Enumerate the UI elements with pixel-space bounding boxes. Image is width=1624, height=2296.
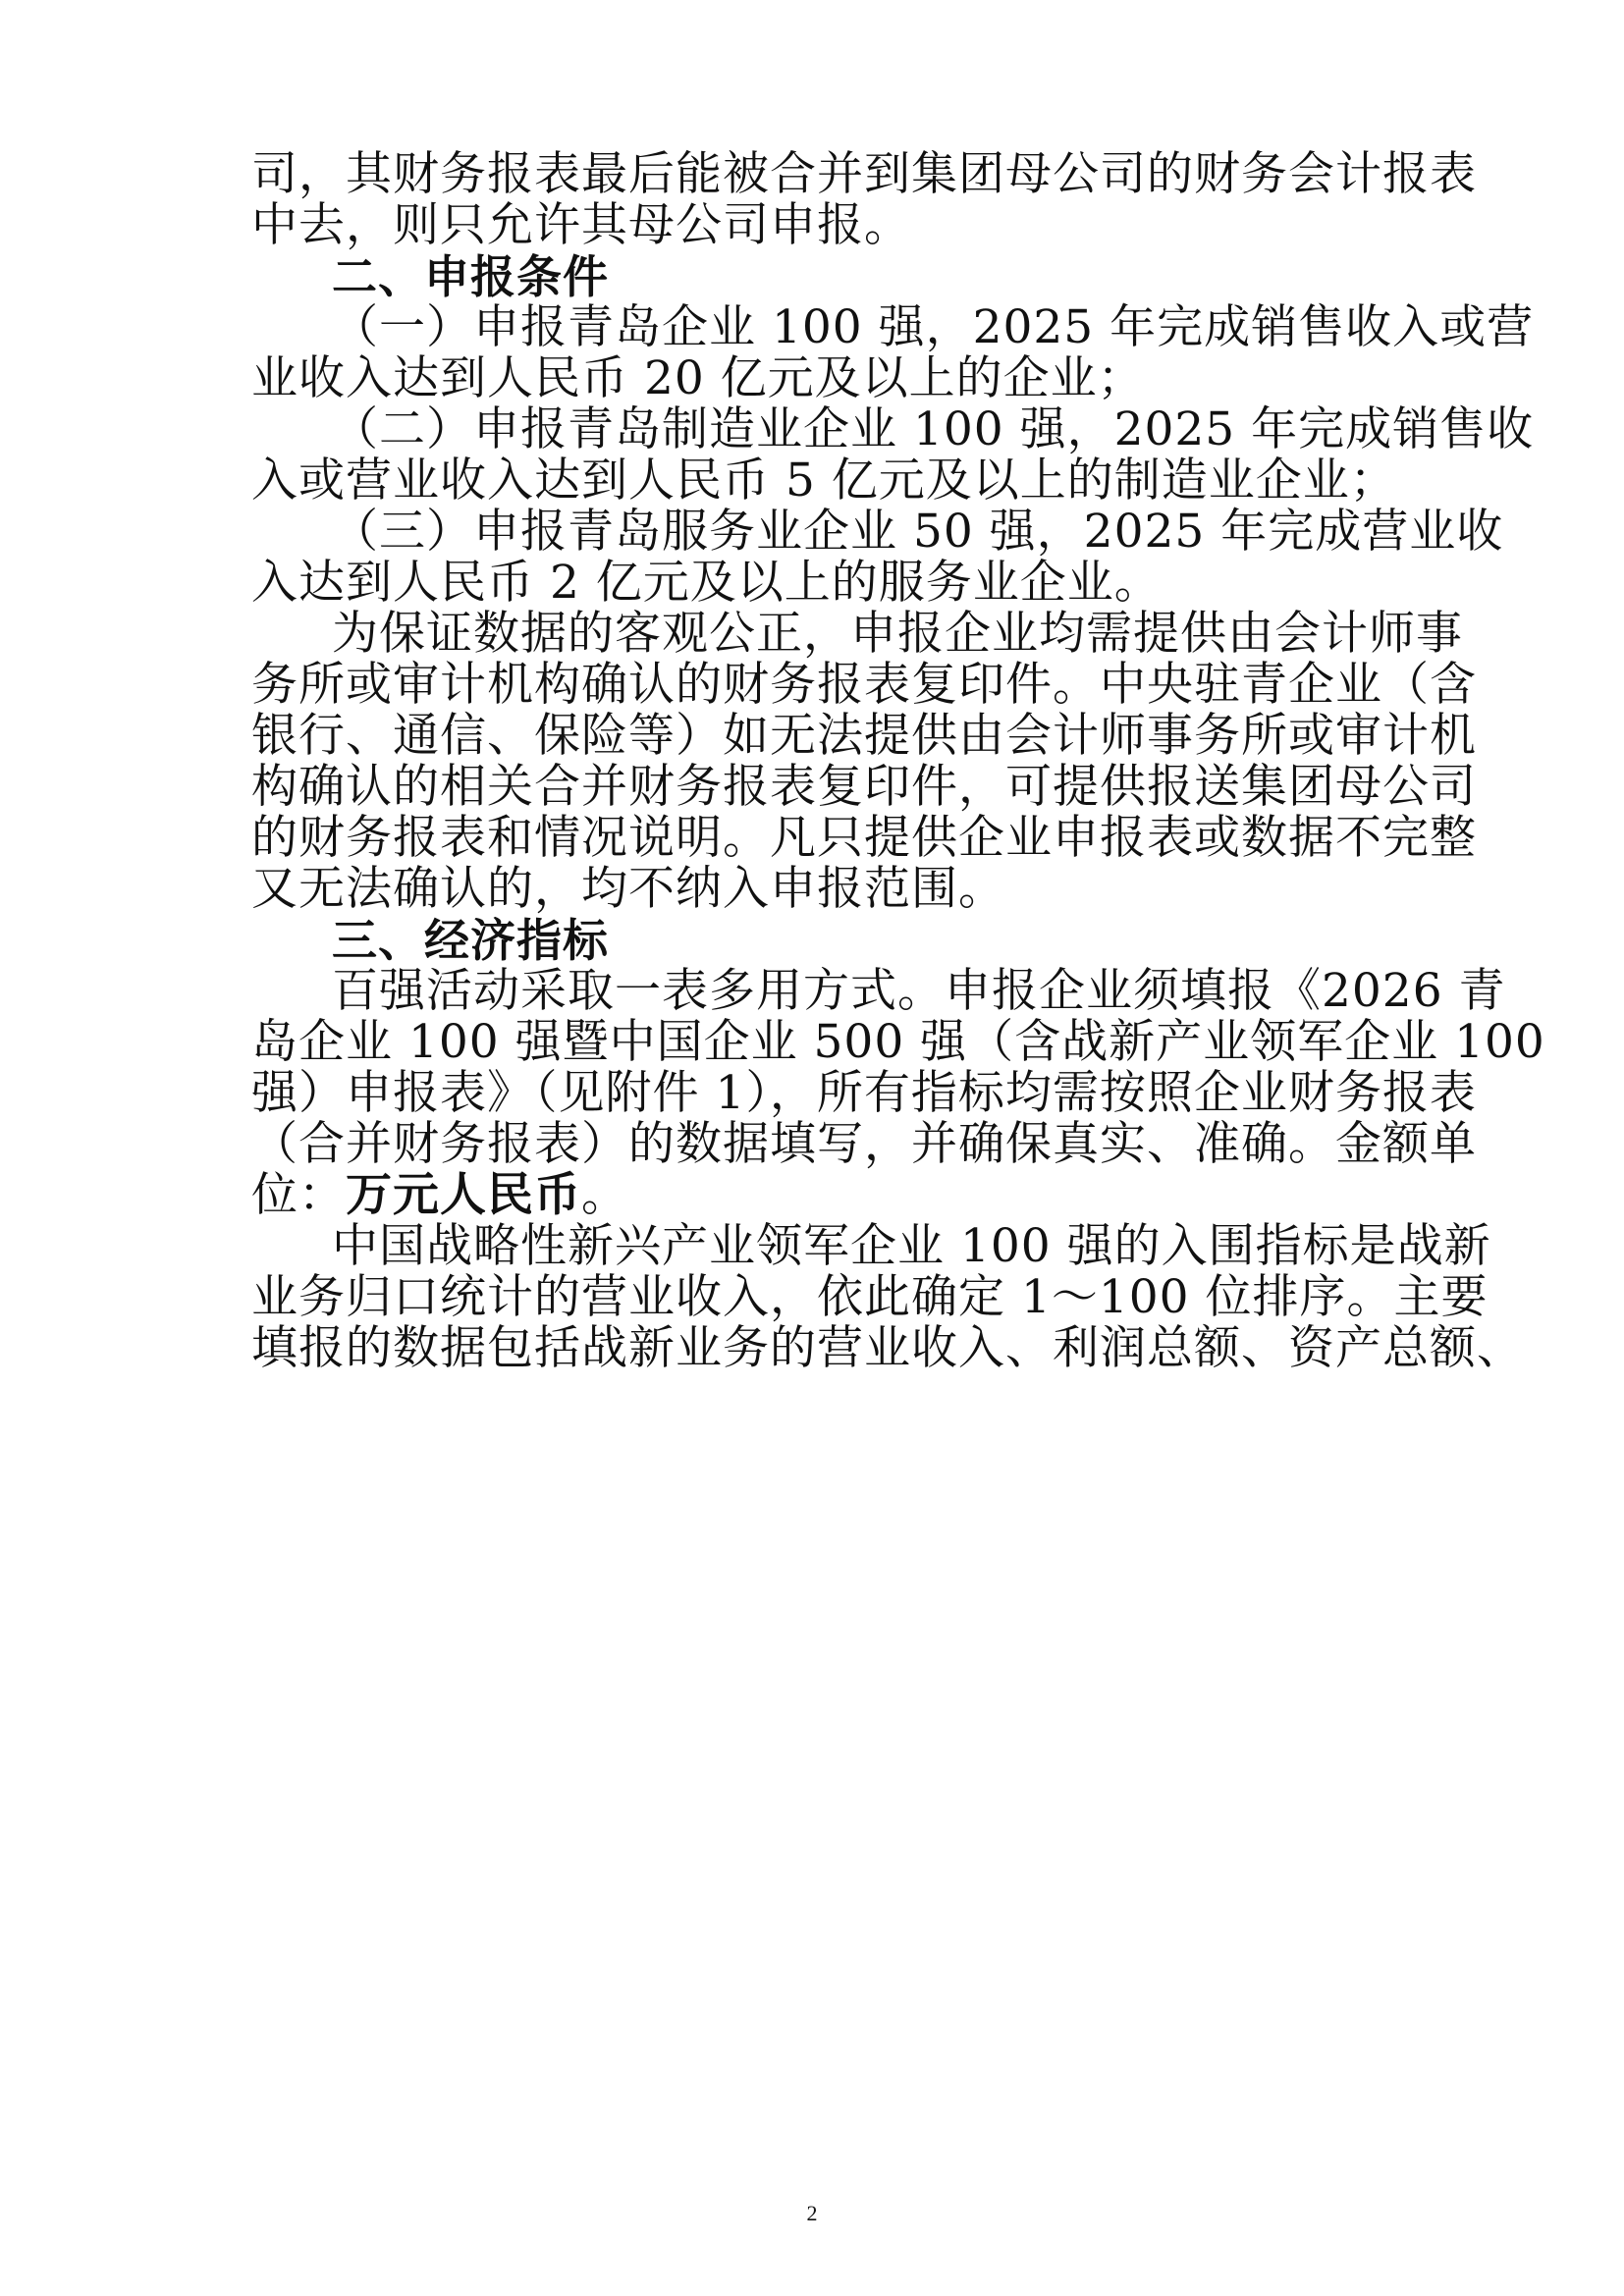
body-text-line: 入或营业收入达到人民币 5 亿元及以上的制造业企业；: [251, 454, 1397, 507]
body-text-line: 构确认的相关合并财务报表复印件，可提供报送集团母公司: [251, 760, 1477, 814]
body-text-line: 银行、通信、保险等）如无法提供由会计师事务所或审计机: [251, 709, 1477, 763]
body-text-line: 业收入达到人民币 20 亿元及以上的企业；: [251, 351, 1145, 405]
body-text-line: 百强活动采取一表多用方式。申报企业须填报《2026 青: [332, 964, 1506, 1018]
body-text-line: 务所或审计机构确认的财务报表复印件。中央驻青企业（含: [251, 658, 1477, 712]
body-text-line: （合并财务报表）的数据填写，并确保真实、准确。金额单: [251, 1117, 1477, 1171]
body-text-line: 岛企业 100 强暨中国企业 500 强（含战新产业领军企业 100: [251, 1015, 1545, 1069]
body-text-line: 入达到人民币 2 亿元及以上的服务业企业。: [251, 556, 1162, 610]
body-text-line: 司，其财务报表最后能被合并到集团母公司的财务会计报表: [251, 147, 1477, 201]
body-text-line: 强）申报表》（见附件 1），所有指标均需按照企业财务报表: [251, 1066, 1477, 1120]
section-heading-conditions: 二、申报条件: [332, 250, 609, 303]
page-number: 2: [806, 2201, 818, 2225]
body-text-line: 中国战略性新兴产业领军企业 100 强的入围指标是战新: [332, 1219, 1491, 1273]
body-text-line: 的财务报表和情况说明。凡只提供企业申报表或数据不完整: [251, 811, 1477, 865]
body-text-line: 又无法确认的，均不纳入申报范围。: [251, 862, 1005, 916]
amount-unit-line: [251, 1166, 628, 1225]
body-text-line: 业务归口统计的营业收入，依此确定 1～100 位排序。主要: [251, 1270, 1489, 1324]
unit-suffix: 。: [581, 1168, 628, 1222]
body-text-line: （三）申报青岛服务业企业 50 强，2025 年完成营业收: [332, 505, 1504, 559]
body-text-line: 为保证数据的客观公正，申报企业均需提供由会计师事: [332, 607, 1463, 661]
body-text-line: 中去，则只允许其母公司申报。: [251, 198, 911, 252]
body-text-line: 填报的数据包括战新业务的营业收入、利润总额、资产总额、: [251, 1321, 1524, 1375]
unit-emphasis: 万元人民币: [346, 1168, 581, 1222]
body-text-line: （一）申报青岛企业 100 强，2025 年完成销售收入或营: [332, 300, 1535, 354]
unit-prefix: 位：: [251, 1168, 346, 1222]
body-text-line: （二）申报青岛制造业企业 100 强，2025 年完成销售收: [332, 402, 1535, 456]
section-heading-indicators: 三、经济指标: [332, 914, 609, 967]
